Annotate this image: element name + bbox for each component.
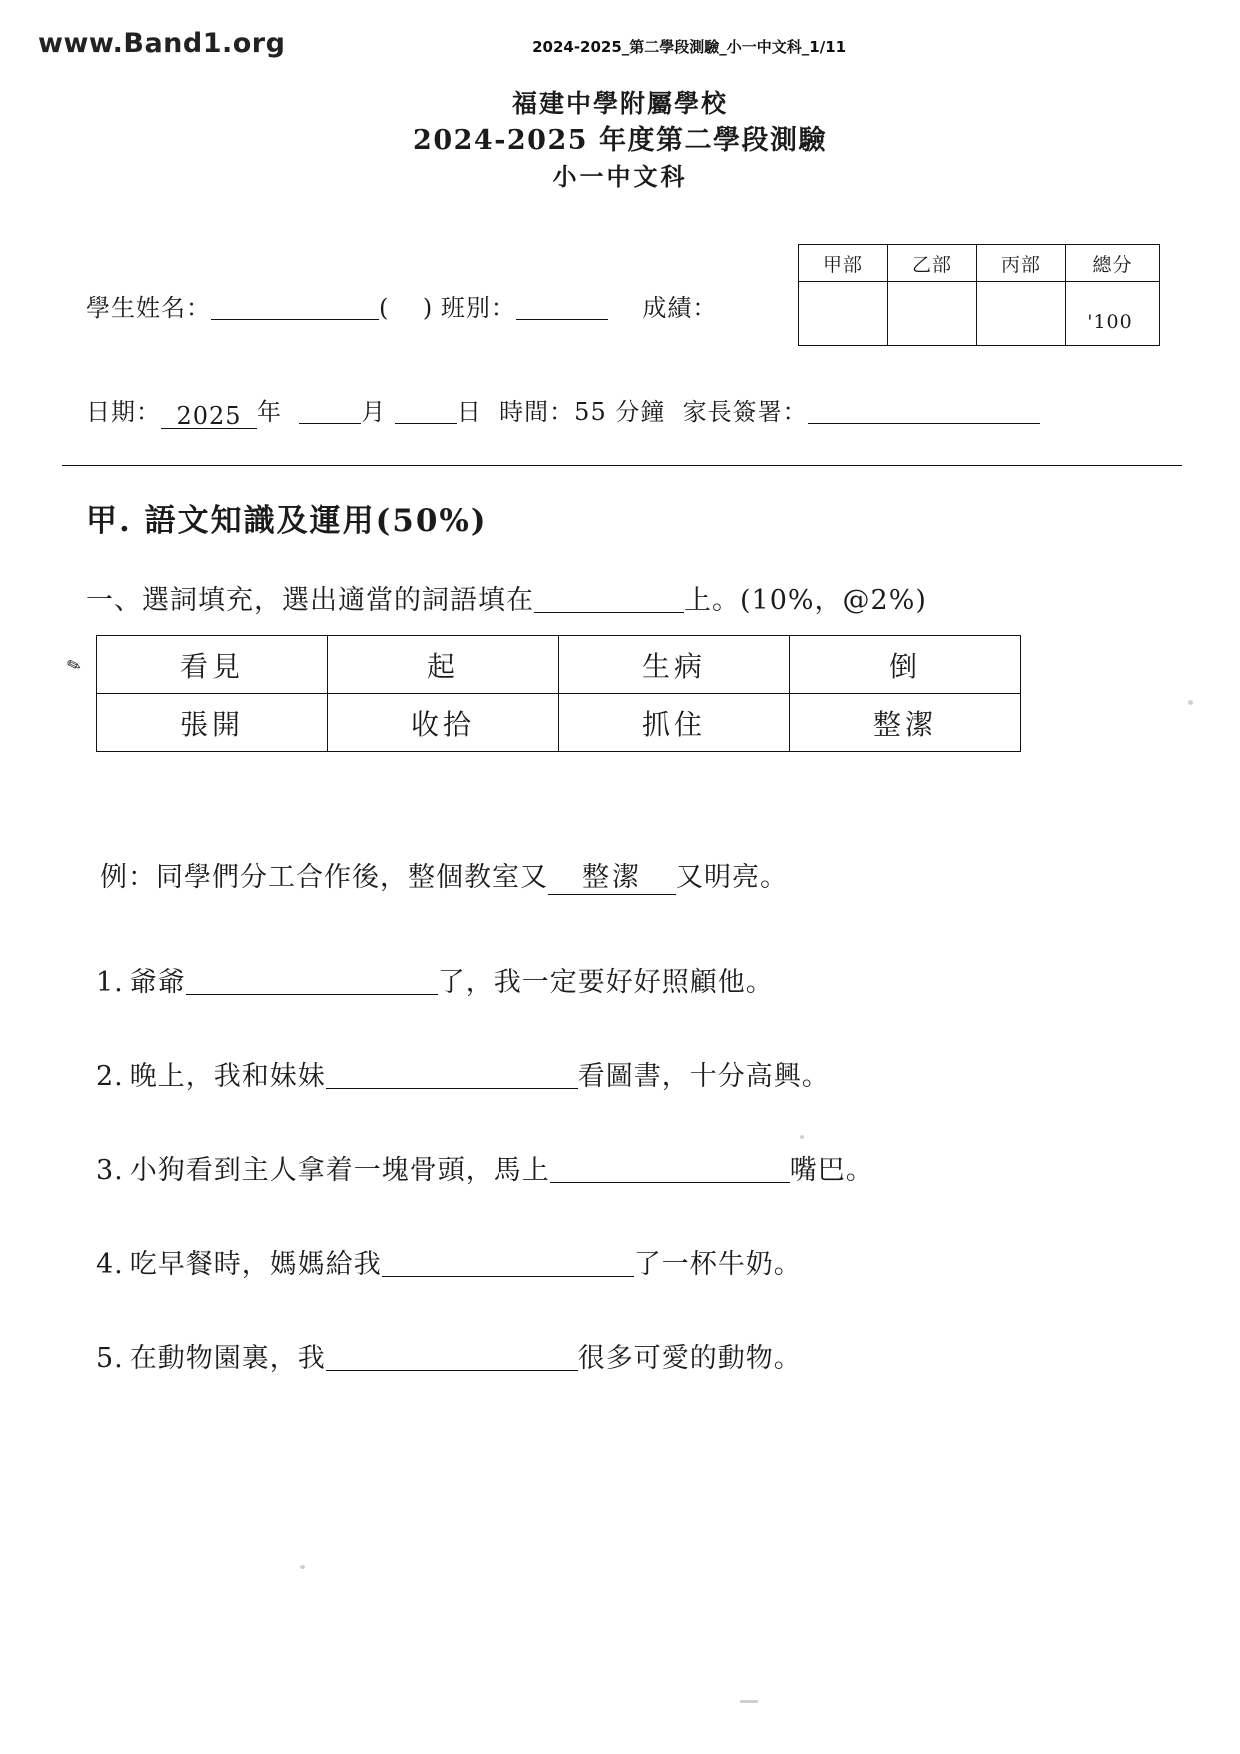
word-bank-cell[interactable]: 收拾: [328, 694, 559, 752]
student-name-label: 學生姓名：: [86, 294, 211, 322]
question-one-prefix: 一、選詞填充，選出適當的詞語填在: [86, 585, 534, 616]
list-item: [96, 1336, 1156, 1375]
section-a-heading: 甲. 語文知識及運用(50%): [86, 503, 488, 539]
paren-close: ): [422, 294, 433, 322]
question-number: 5.: [96, 1343, 124, 1374]
date-year-field[interactable]: 2025: [161, 402, 257, 429]
question-prefix: 在動物園裏，我: [129, 1343, 326, 1374]
list-item: [96, 960, 1156, 999]
question-suffix: 了，我一定要好好照顧他。: [437, 967, 774, 998]
paren-open: (: [379, 294, 389, 322]
score-header-cell: 乙部: [888, 245, 977, 282]
question-number: 4.: [96, 1249, 124, 1280]
score-header-cell: 丙部: [977, 245, 1066, 282]
word-bank-cell[interactable]: 生病: [559, 636, 790, 694]
scan-speck: [1188, 700, 1193, 705]
table-row: [97, 636, 1021, 694]
answer-blank[interactable]: [382, 1250, 634, 1277]
document-code: 2024-2025_第二學段測驗_小一中文科_1/11: [532, 38, 847, 56]
word-bank-cell[interactable]: 整潔: [790, 694, 1021, 752]
answer-blank[interactable]: [550, 1156, 790, 1183]
question-suffix: 看圖書，十分高興。: [577, 1061, 830, 1092]
example-answer: 整潔: [548, 855, 676, 895]
date-info-row: [86, 392, 1040, 429]
score-value-cell[interactable]: [799, 282, 888, 346]
table-row: [799, 245, 1160, 282]
scan-speck: [740, 1700, 758, 1703]
class-label: 班別：: [440, 294, 516, 322]
question-one-suffix: 上。(10%，@2%): [684, 585, 927, 616]
word-bank-cell[interactable]: 起: [328, 636, 559, 694]
date-day-field[interactable]: [395, 397, 457, 424]
title-block: [0, 86, 1240, 194]
score-value-cell[interactable]: [977, 282, 1066, 346]
month-unit: 月: [361, 398, 387, 426]
student-info-row: [86, 288, 717, 323]
list-item: [96, 1054, 1156, 1093]
list-item: [96, 1148, 1156, 1187]
word-bank-cell[interactable]: 張開: [97, 694, 328, 752]
score-header-cell: 總分: [1066, 245, 1160, 282]
day-unit: 日: [456, 398, 482, 426]
example-prefix: 例：同學們分工合作後，整個教室又: [100, 862, 548, 893]
exam-name: 2024-2025 年度第二學段測驗: [413, 124, 827, 156]
example-suffix: 又明亮。: [676, 862, 788, 893]
score-total-cell[interactable]: '100: [1066, 282, 1160, 346]
parent-signature-field[interactable]: [808, 397, 1040, 424]
question-list: [96, 960, 1156, 1430]
word-bank-table: [96, 635, 1021, 752]
question-number: 2.: [96, 1061, 124, 1092]
answer-blank[interactable]: [326, 1344, 578, 1371]
school-name: 福建中學附屬學校: [511, 89, 728, 118]
question-prefix: 小狗看到主人拿着一塊骨頭，馬上: [129, 1155, 550, 1186]
question-prefix: 爺爺: [129, 967, 186, 998]
question-prefix: 吃早餐時，媽媽給我: [129, 1249, 382, 1280]
table-row: [799, 282, 1160, 346]
word-bank-cell[interactable]: 倒: [790, 636, 1021, 694]
list-item: [96, 1242, 1156, 1281]
question-prefix: 晚上，我和妹妹: [129, 1061, 326, 1092]
question-suffix: 嘴巴。: [789, 1155, 874, 1186]
word-bank-cell[interactable]: 抓住: [559, 694, 790, 752]
class-field[interactable]: [516, 293, 608, 320]
question-one-instruction: [86, 578, 927, 617]
table-row: [97, 694, 1021, 752]
score-header-cell: 甲部: [799, 245, 888, 282]
score-table: [798, 244, 1160, 346]
site-watermark: www.Band1.org: [38, 28, 286, 59]
parent-signature-label: 家長簽署：: [682, 398, 808, 426]
example-sentence: [100, 855, 788, 895]
student-name-field[interactable]: [211, 293, 379, 320]
date-label: 日期：: [86, 398, 161, 426]
year-unit: 年: [257, 398, 282, 426]
answer-blank[interactable]: [326, 1062, 578, 1089]
question-number: 3.: [96, 1155, 124, 1186]
date-month-field[interactable]: [299, 397, 361, 424]
answer-blank[interactable]: [186, 968, 438, 995]
question-number: 1.: [96, 967, 124, 998]
time-label: 時間：55 分鐘: [499, 398, 666, 426]
question-suffix: 很多可愛的動物。: [577, 1343, 802, 1374]
pen-mark-icon: ✎: [64, 654, 85, 678]
subject-name: 小一中文科: [552, 161, 688, 191]
question-suffix: 了一杯牛奶。: [633, 1249, 802, 1280]
divider-line: [62, 465, 1182, 466]
scan-speck: [300, 1565, 305, 1569]
scan-speck: [800, 1135, 804, 1139]
question-one-blank[interactable]: [534, 586, 684, 613]
word-bank-cell[interactable]: 看見: [97, 636, 328, 694]
score-label: 成績：: [642, 294, 718, 322]
score-value-cell[interactable]: [888, 282, 977, 346]
